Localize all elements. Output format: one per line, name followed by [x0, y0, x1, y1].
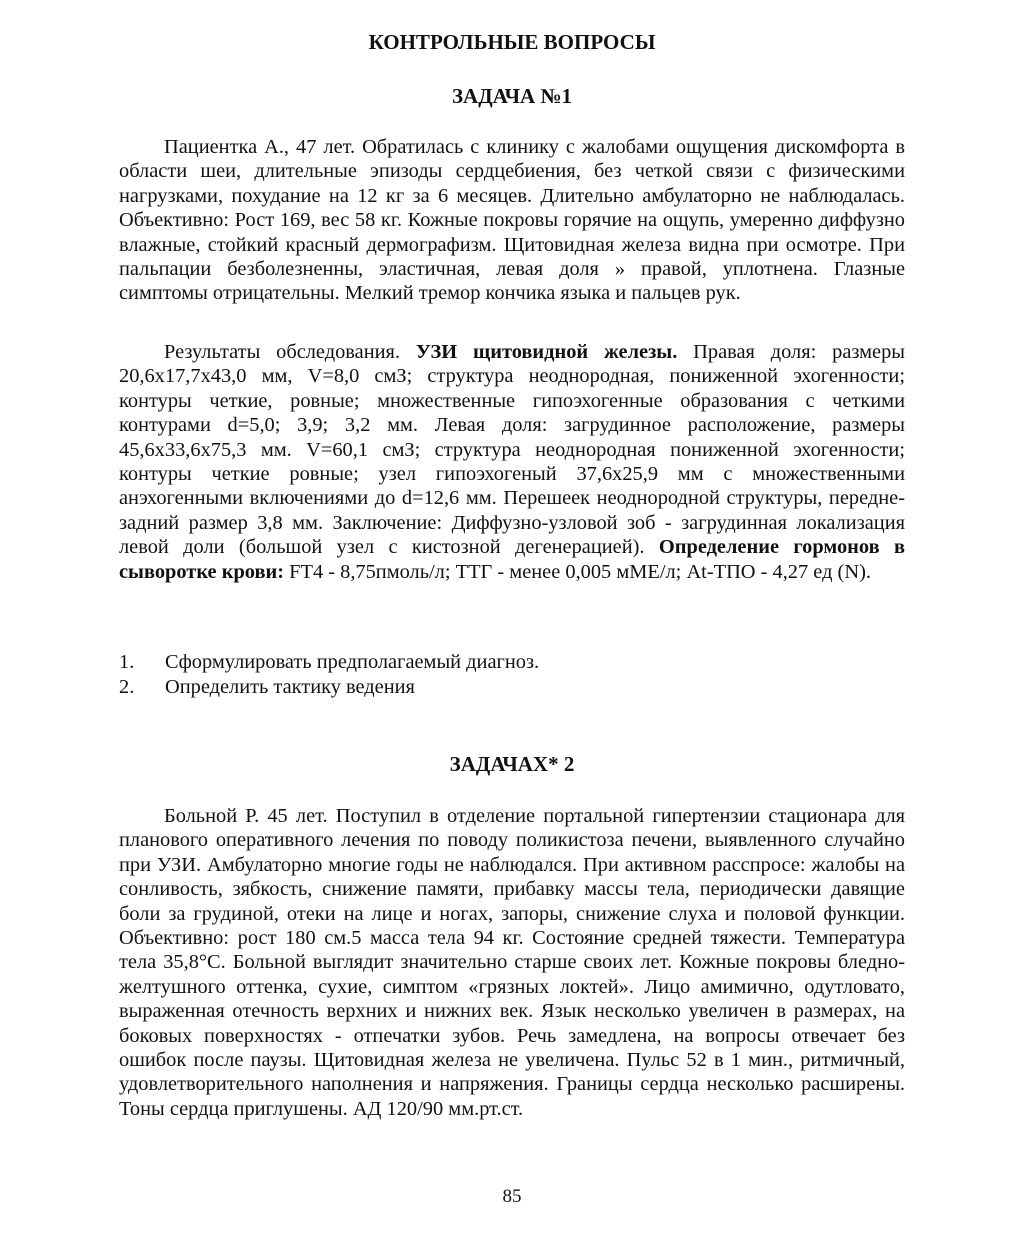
list-item-number: 2. [119, 676, 135, 698]
list-item [119, 675, 905, 700]
task2-paragraph-1: Больной Р. 45 лет. Поступил в отделение портальной гипертензии стационара для планового оперативного лечения по поводу поликистоза печени, выявленного случайно при УЗИ. Амбулаторно многие годы не наблюдался. При активном расспросе: жалобы на сонливость, зябкость, снижение памяти, прибавку массы тела, периодически давящие боли за грудиной, отеки на лице и ногах, запоры, снижение слуха и половой функции. Объективно: рост 180 см.5 масса тела 94 кг. Состояние средней тяжести. Температура тела 35,8°С. Больной выглядит значительно старше своих лет. Кожные покровы бледно-желтушного оттенка, сухие, симптом «грязных локтей». Лицо амимично, одутловато, выраженная отечность верхних и нижних век. Язык несколько увеличен в размерах, на боковых поверхностях - отпечатки зубов. Речь замедлена, на вопросы отвечает без ошибок после паузы. Щитовидная железа не увеличена. Пульс 52 в 1 мин., ритмичный, удовлетворительного наполнения и напряжения. Границы сердца несколько расширены. Тоны сердца приглушены. АД 120/90 мм.рт.ст. [119, 805, 905, 1120]
page-number: 85 [502, 1186, 522, 1207]
task1-ultrasound-label: УЗИ щитовидной железы. [415, 341, 678, 363]
list-item-number: 1. [119, 651, 135, 673]
task1-paragraph-2 [119, 340, 905, 584]
list-item-text: Определить тактику ведения [165, 676, 415, 698]
task1-paragraph-1: Пациентка А., 47 лет. Обратилась с клинику с жалобами ощущения дискомфорта в области шеи, длительные эпизоды сердцебиения, без четкой связи с физическими нагрузками, похудание на 12 кг за 6 месяцев. Длительно амбулаторно не наблюдалась. Объективно: Рост 169, вес 58 кг. Кожные покровы горячие на ощупь, умеренно диффузно влажные, стойкий красный дермографизм. Щитовидная железа видна при осмотре. При пальпации безболезненны, эластичная, левая доля » правой, уплотнена. Глазные симптомы отрицательны. Мелкий тремор кончика языка и пальцев рук. [119, 136, 905, 305]
list-item [119, 650, 905, 675]
task1-ultrasound-text: Правая доля: размеры 20,6х17,7х43,0 мм, V=8,0 смЗ; структура неоднородная, пониженной эхогенности; контуры четкие, ровные; множественные гипоэхогенные образования с четкими контурами d=5,0; 3,9; 3,2 мм. Левая доля: загрудинное расположение, размеры 45,6х33,6х75,3 мм. V=60,1 смЗ; структура неоднородная пониженной эхогенности; контуры четкие ровные; узел гипоэхогеный 37,6х25,9 мм с множественными анэхогенными включениями до d=12,6 мм. Перешеек неоднородной структуры, передне-задний размер 3,8 мм. Заключение: Диффузно-узловой зоб - загрудинная локализация левой доли (большой узел с кистозной дегенерацией). [119, 341, 905, 559]
page-title: КОНТРОЛЬНЫЕ ВОПРОСЫ [368, 30, 656, 54]
task1-hormones-label: Определение гормонов в сыворотке крови: [119, 536, 905, 583]
task1-results-lead: Результаты обследования. [164, 341, 416, 363]
list-item-text: Сформулировать предполагаемый диагноз. [165, 651, 540, 673]
task1-hormones-text: FT4 - 8,75пмоль/л; ТТГ - менее 0,005 мМЕ/л; At-ТПО - 4,27 ед (N). [284, 560, 871, 583]
task1-title: ЗАДАЧА №1 [451, 84, 573, 108]
task1-questions-list [119, 650, 905, 700]
task2-title: ЗАДАЧАХ* 2 [449, 752, 575, 776]
